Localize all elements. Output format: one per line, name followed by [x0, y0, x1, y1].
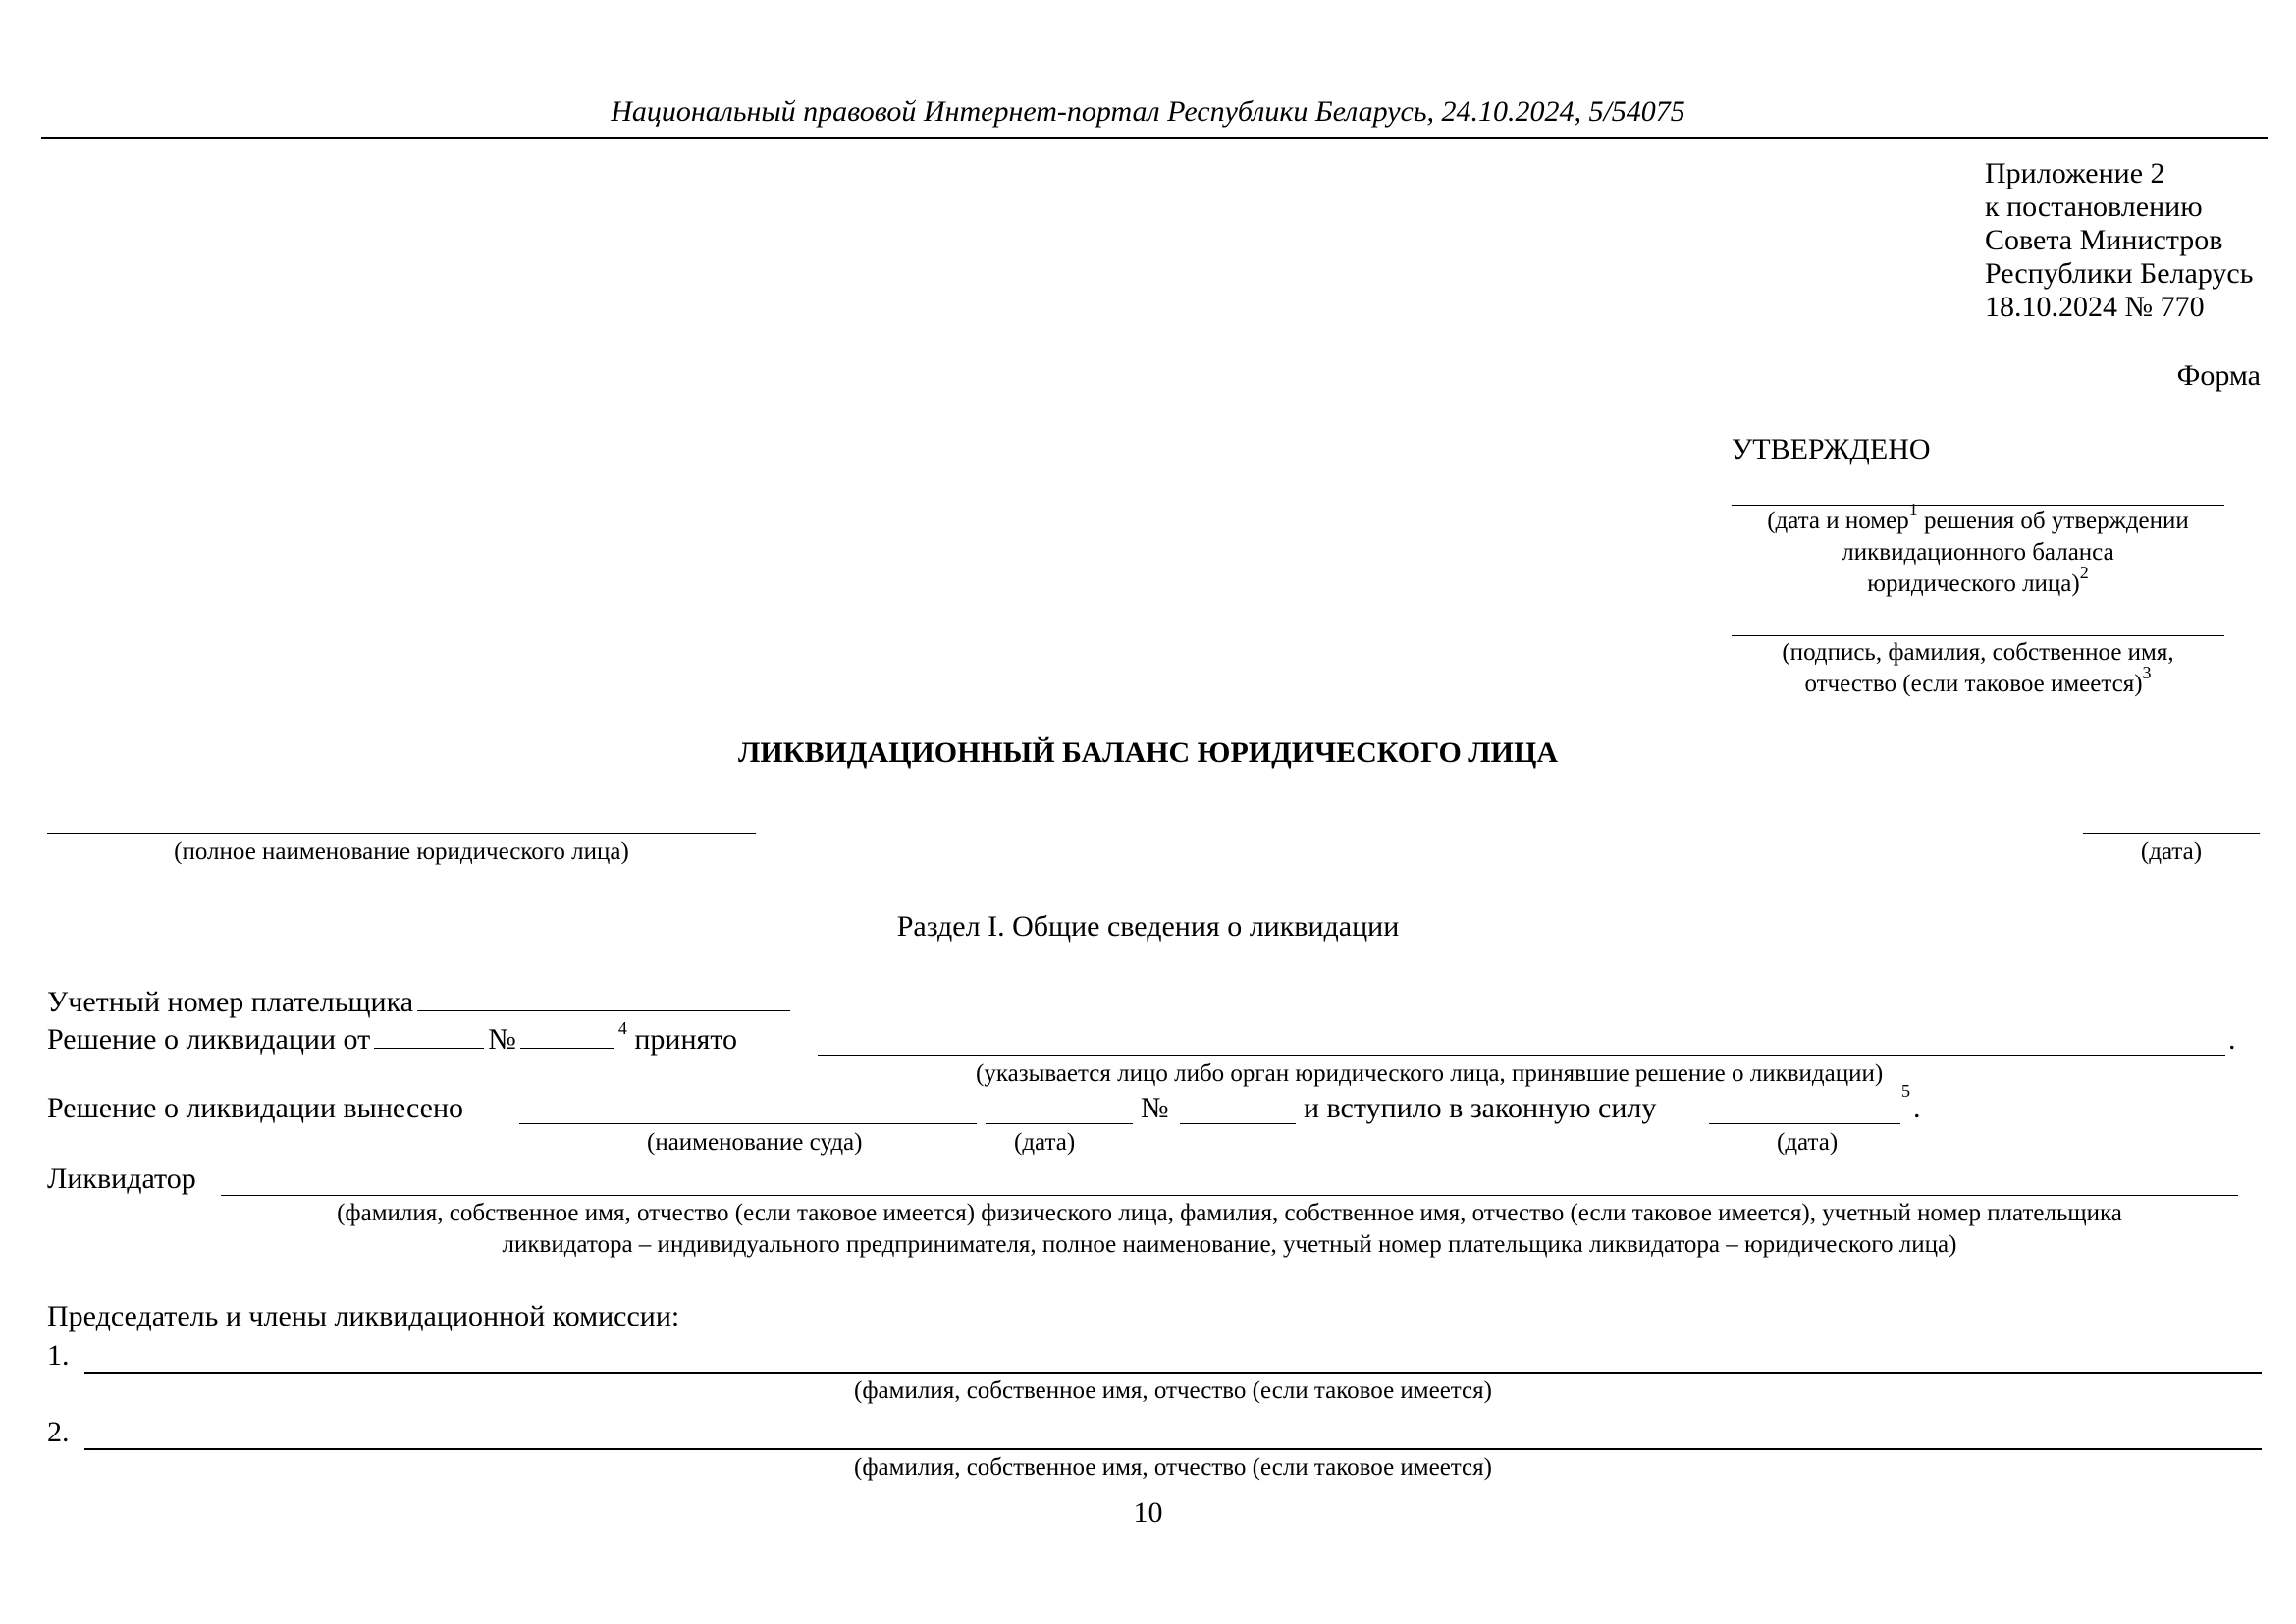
- decision-number-field[interactable]: [520, 1024, 614, 1049]
- adopted-period: .: [2228, 1023, 2236, 1056]
- court-name-field[interactable]: [519, 1123, 977, 1124]
- appendix-line: 18.10.2024 № 770: [1985, 291, 2205, 323]
- portal-header: Национальный правовой Интернет-портал Республики Беларусь, 24.10.2024, 5/54075: [611, 95, 1685, 128]
- appendix-line: Совета Министров: [1985, 224, 2223, 256]
- document-title: ЛИКВИДАЦИОННЫЙ БАЛАНС ЮРИДИЧЕСКОГО ЛИЦА: [738, 736, 1558, 769]
- section-heading: Раздел I. Общие сведения о ликвидации: [896, 910, 1400, 943]
- adopted-label: принято: [634, 1023, 738, 1056]
- liquidator-caption: (фамилия, собственное имя, отчество (если таковое имеется) физического лица, фамилия, собственное имя, отчество (если таковое имеется), учетный номер плательщика ликвидатора – индивидуального предпринимателя, полное наименование, учетный номер плательщика ликвидатора – юридического лица): [337, 1200, 2122, 1258]
- member-number: 2.: [47, 1416, 70, 1448]
- footnote-4: 4: [617, 1018, 627, 1038]
- court-date-field[interactable]: [986, 1123, 1133, 1124]
- commission-label: Председатель и члены ликвидационной комиссии:: [47, 1300, 680, 1332]
- member-1-caption: (фамилия, собственное имя, отчество (если таковое имеется): [854, 1378, 1492, 1404]
- approval-caption-2: (подпись, фамилия, собственное имя, отчество (если таковое имеется)$^3$: [1782, 639, 2174, 697]
- court-period: .: [1913, 1092, 1921, 1124]
- court-number-field[interactable]: [1180, 1123, 1296, 1124]
- force-date-field[interactable]: [1709, 1123, 1900, 1124]
- approval-caption-1: (дата и номер$^1$ решения об утверждении ликвидационного баланса юридического лица)$^2$: [1767, 499, 2189, 597]
- form-label: Форма: [2176, 359, 2261, 392]
- court-date-caption: (дата): [1014, 1129, 1076, 1156]
- number-sign: №: [488, 1023, 516, 1056]
- liquidator-field[interactable]: [221, 1195, 2238, 1196]
- appendix-line: Приложение 2: [1985, 157, 2165, 189]
- court-name-caption: (наименование суда): [647, 1129, 863, 1156]
- legal-entity-name-caption: (полное наименование юридического лица): [174, 839, 629, 865]
- approval-title: УТВЕРЖДЕНО: [1732, 433, 1931, 465]
- member-2-caption: (фамилия, собственное имя, отчество (если таковое имеется): [854, 1454, 1492, 1481]
- approval-signature-line[interactable]: [1732, 635, 2224, 636]
- document-date-caption: (дата): [2140, 839, 2203, 865]
- document-date-line[interactable]: [2083, 833, 2260, 834]
- member-1-field[interactable]: [84, 1372, 2262, 1374]
- appendix-line: к постановлению: [1985, 190, 2203, 223]
- court-number-sign: №: [1141, 1092, 1169, 1124]
- adopted-caption: (указывается лицо либо орган юридического лица, принявшие решение о ликвидации): [976, 1060, 1884, 1087]
- liquidator-label: Ликвидатор: [47, 1163, 196, 1195]
- appendix-line: Республики Беларусь: [1985, 257, 2254, 290]
- force-label: и вступило в законную силу: [1304, 1092, 1657, 1124]
- payer-number-label: Учетный номер плательщика: [47, 986, 414, 1018]
- header-rule: [41, 137, 2268, 139]
- force-date-caption: (дата): [1777, 1129, 1839, 1156]
- legal-entity-name-line[interactable]: [47, 833, 756, 834]
- member-number: 1.: [47, 1339, 70, 1372]
- decision-row: [47, 1018, 738, 1056]
- member-2-field[interactable]: [84, 1448, 2262, 1450]
- payer-number-field[interactable]: [417, 987, 790, 1011]
- page-number: 10: [1133, 1496, 1163, 1529]
- appendix-block: [1985, 157, 2253, 324]
- decision-from-label: Решение о ликвидации от: [47, 1023, 371, 1056]
- court-label: Решение о ликвидации вынесено: [47, 1092, 463, 1124]
- payer-number-row: [47, 986, 794, 1019]
- footnote-5: 5: [1901, 1081, 1910, 1101]
- adopted-by-line[interactable]: [818, 1055, 2225, 1056]
- decision-date-field[interactable]: [374, 1024, 484, 1049]
